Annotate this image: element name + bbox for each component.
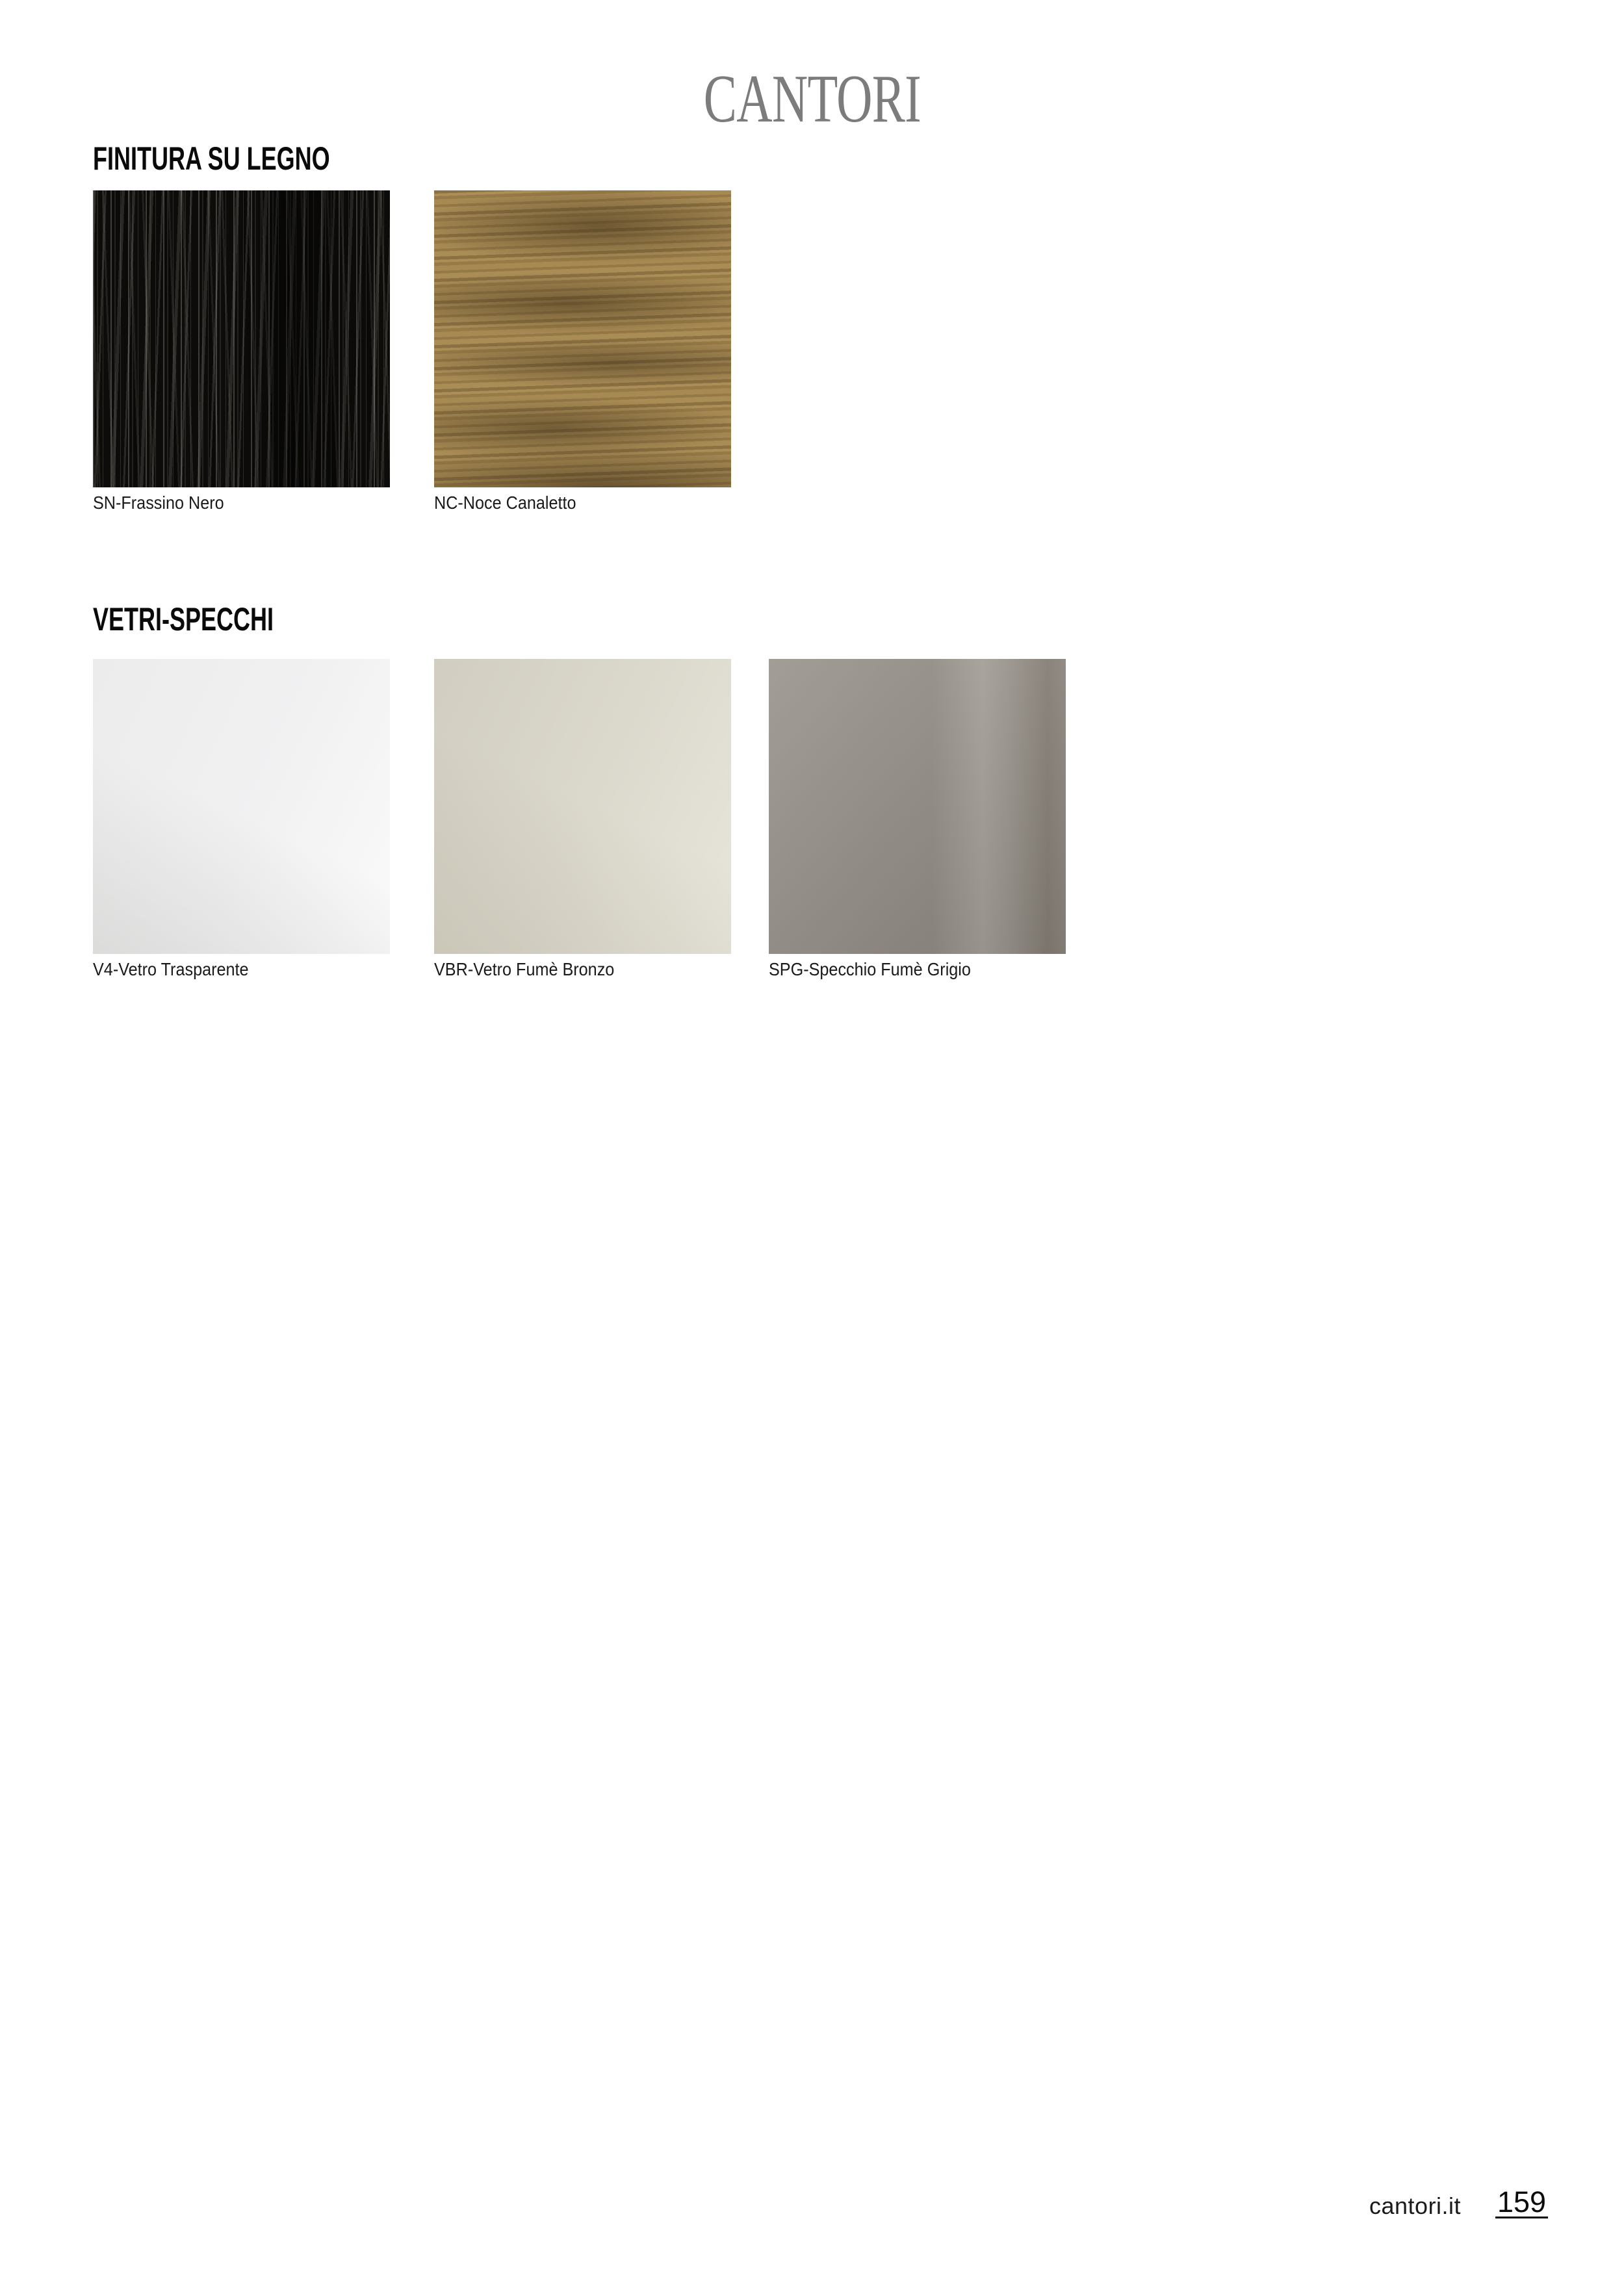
section-title-text: VETRI-SPECCHI [93,601,274,637]
section-title-text: FINITURA SU LEGNO [93,140,330,177]
swatch-image-grey-smoked-mirror [769,659,1066,954]
swatch-card-spg-specchio-fume-grigio [769,659,1066,979]
swatch-caption [434,960,731,979]
brand-logo: CANTORI [703,60,921,136]
swatch-card-vbr-vetro-fume-bronzo [434,659,731,979]
section-title-vetri-specchi [93,603,344,636]
swatch-image-bronze-smoked-glass [434,659,731,954]
swatch-caption [93,494,390,512]
swatch-card-v4-vetro-trasparente [93,659,390,979]
swatch-caption [434,494,731,512]
swatch-label-text: NC-Noce Canaletto [434,493,576,513]
website-link[interactable]: cantori.it [1369,2192,1462,2219]
swatch-label-text: V4-Vetro Trasparente [93,959,249,979]
page-number: 159 [1495,2187,1548,2218]
swatch-label-text: VBR-Vetro Fumè Bronzo [434,959,615,979]
swatch-card-sn-frassino-nero [93,190,390,512]
swatch-image-canaletto-walnut-wood [434,190,731,487]
swatch-caption [769,960,1066,979]
swatch-card-nc-noce-canaletto [434,190,731,512]
swatch-caption [93,960,390,979]
header [0,60,1624,136]
section-title-finitura-su-legno [93,142,422,175]
swatch-image-black-ash-wood [93,190,390,487]
swatch-image-transparent-glass [93,659,390,954]
swatch-label-text: SN-Frassino Nero [93,493,224,513]
swatch-label-text: SPG-Specchio Fumè Grigio [769,959,971,979]
